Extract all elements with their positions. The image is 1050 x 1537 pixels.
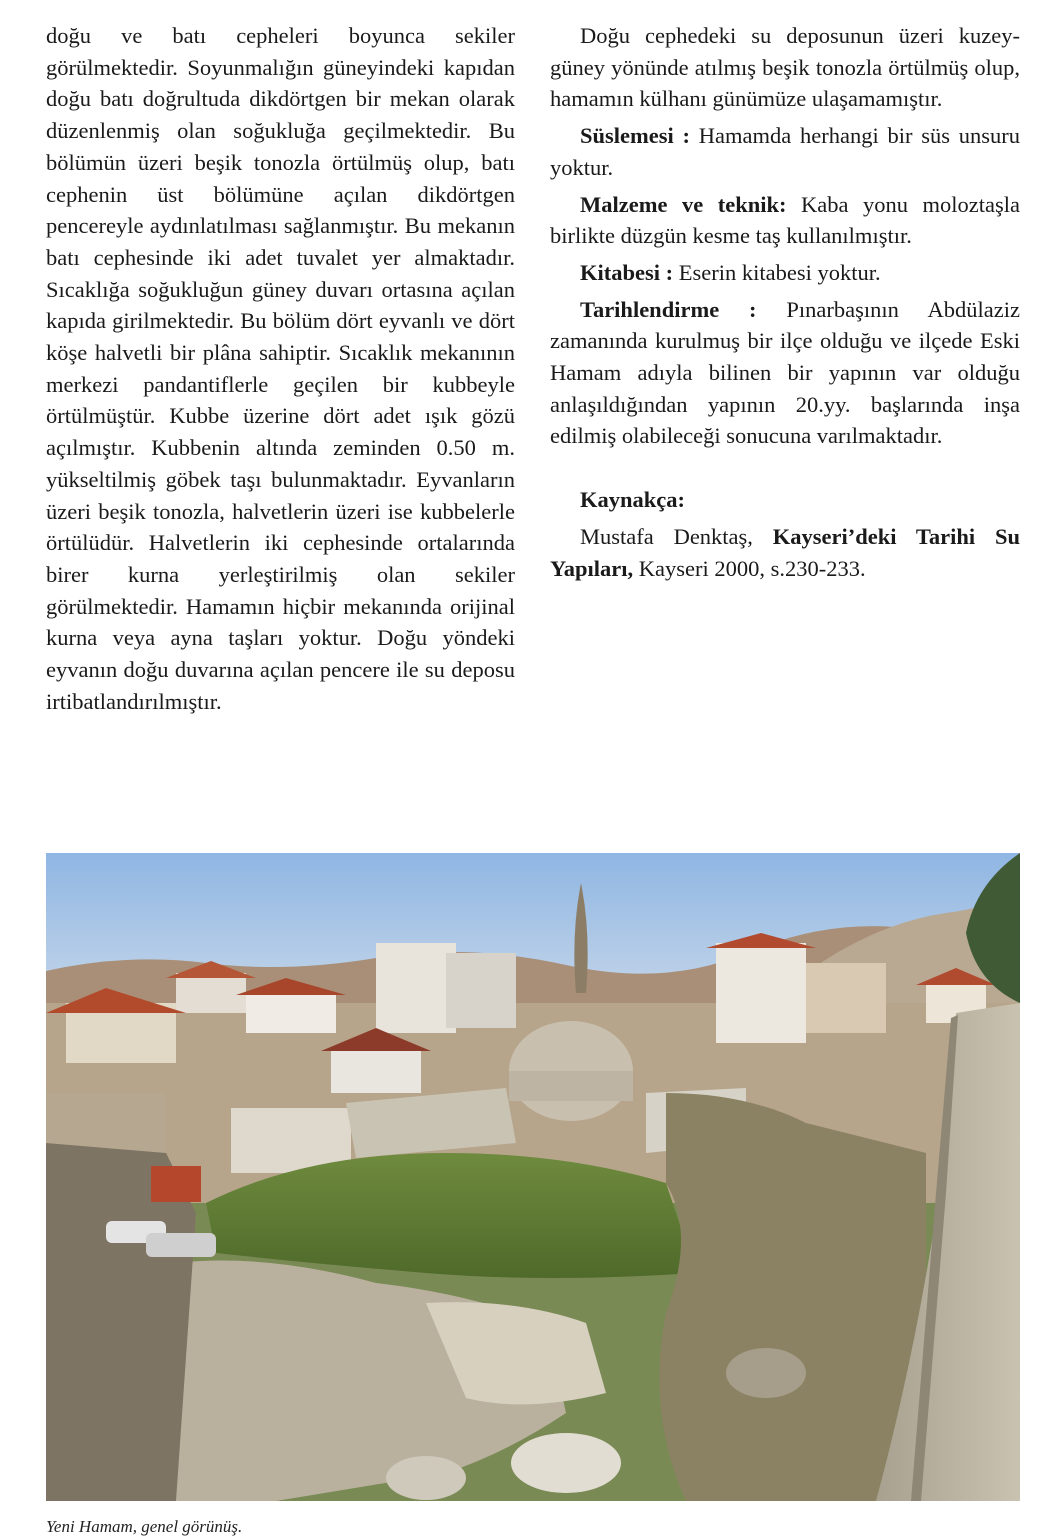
malzeme-paragraph xyxy=(550,189,1020,252)
kitabesi-paragraph xyxy=(550,257,1020,289)
photo-illustration xyxy=(46,853,1020,1501)
suslemesi-paragraph xyxy=(550,120,1020,183)
tarihlendirme-text: Pınarbaşının Abdülaziz zamanında kurulmuş bir ilçe olduğu ve ilçede Eski Hamam adıyla bilinen bir yapının var olduğu anlaşıldığından yapının 20.yy. başlarında inşa edilmiş olabileceği sonucuna varılmaktadır. xyxy=(550,296,1020,449)
tarihlendirme-paragraph xyxy=(550,294,1020,453)
intro-paragraph: Doğu cephedeki su deposunun üzeri kuzey-güney yönünde atılmış beşik tonozla örtülmüş olup, hamamın külhanı günümüze ulaşamamıştır. xyxy=(550,23,1020,112)
reference-details: Kayseri 2000, s.230-233. xyxy=(633,555,866,581)
tarihlendirme-label: Tarihlendirme : xyxy=(580,296,757,322)
body-paragraph: doğu ve batı cepheleri boyunca sekiler görülmektedir. Soyunmalığın güneyindeki kapıdan doğu batı doğrultuda dikdörtgen bir mekan olarak düzenlenmiş olan soğukluğa geçilmektedir. Bu bölümün üzeri beşik tonozla örtülmüş olup, batı cephenin üst bölümüne açılan dikdörtgen pencereyle aydınlatılması sağlanmıştır. Bu mekanın batı cephesinde iki adet tuvalet yer almaktadır. Sıcaklığa soğukluğun güney duvarı ortasına açılan kapıda girilmektedir. Bu bölüm dört eyvanlı ve dört köşe halvetli bir plâna sahiptir. Sıcaklık mekanının merkezi pandantiflerle geçilen bir kubbeyle örtülmüştür. Kubbe üzerine dört adet ışık gözü açılmıştır. Kubbenin altında zeminden 0.50 m. yükseltilmiş göbek taşı bulunmaktadır. Eyvanların üzeri beşik tonozla, halvetlerin üzeri ise kubbelerle örtülüdür. Halvetlerin iki cephesinde ortalarında birer kurna yerleştirilmiş olan sekiler görülmektedir. Hamamın hiçbir mekanında orijinal kurna veya ayna taşları yoktur. Doğu yöndeki eyvanın doğu duvarına açılan pencere ile su deposu irtibatlandırılmıştır. xyxy=(46,23,515,714)
right-text-column xyxy=(550,20,1020,589)
kitabesi-text: Eserin kitabesi yoktur. xyxy=(673,259,881,285)
hamam-photograph xyxy=(46,853,1020,1501)
malzeme-label: Malzeme ve teknik: xyxy=(580,191,787,217)
reference-title: Kayseri’deki Tarihi Su Yapıları, xyxy=(550,523,1020,581)
suslemesi-text: Hamamda herhangi bir süs unsuru yoktur. xyxy=(550,123,1021,180)
suslemesi-label: Süslemesi : xyxy=(580,123,691,149)
left-text-column xyxy=(46,20,515,722)
figure-caption: Yeni Hamam, genel görünüş. xyxy=(46,1517,243,1536)
reference-entry xyxy=(550,521,1020,584)
kitabesi-label: Kitabesi : xyxy=(580,259,674,285)
malzeme-text: Kaba yonu moloztaşla birlikte düzgün kesme taş kullanılmıştır. xyxy=(550,191,1020,249)
kaynakca-heading: Kaynakça: xyxy=(580,487,686,513)
reference-author: Mustafa Denktaş, xyxy=(580,523,773,549)
